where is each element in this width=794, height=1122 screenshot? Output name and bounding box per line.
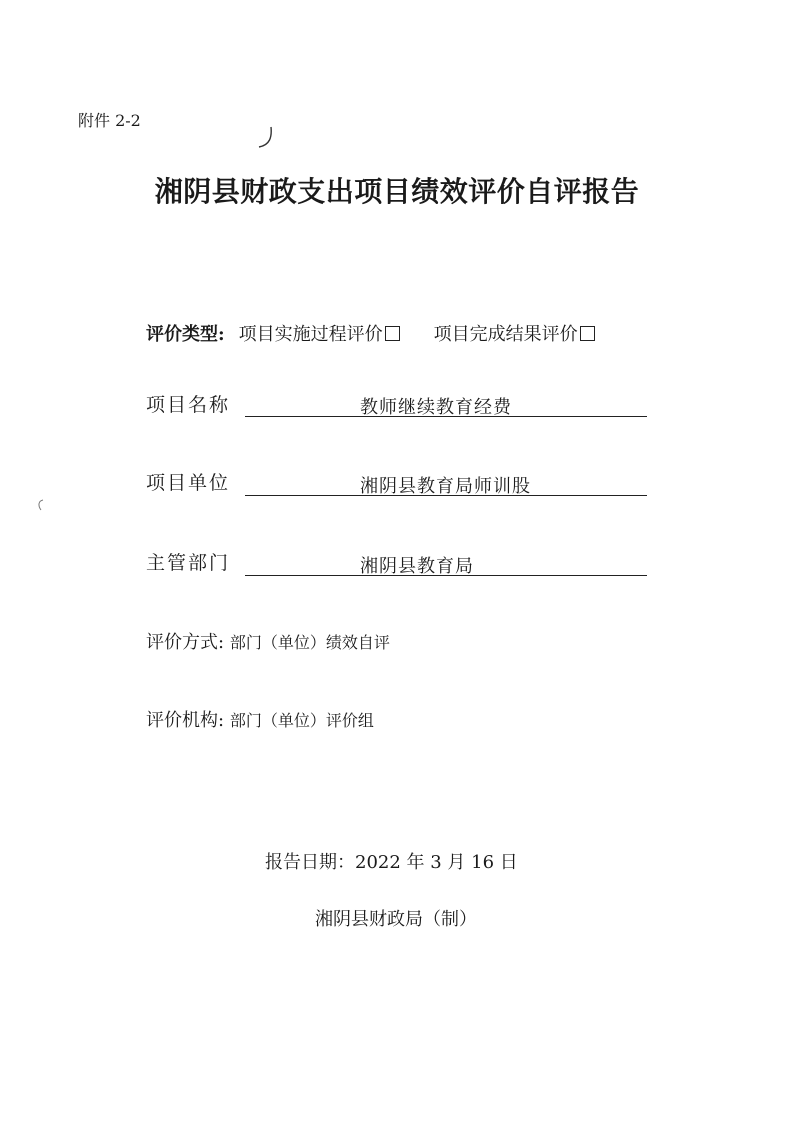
evaluation-method-row xyxy=(146,628,390,654)
evaluation-organization-row xyxy=(146,706,374,732)
issuer: 湘阴县财政局（制） xyxy=(315,909,477,930)
report-date: 报告日期：2022 年 3 月 16 日 xyxy=(265,852,518,873)
project-name-underline xyxy=(245,416,647,417)
option-process-evaluation[interactable] xyxy=(239,320,400,346)
project-name-label: 项目名称 xyxy=(146,394,231,416)
evaluation-method-value: 部门（单位）绩效自评 xyxy=(229,633,390,652)
document-title: 湘阴县财政支出项目绩效评价自评报告 xyxy=(154,175,640,208)
evaluation-type-label: 评价类型: xyxy=(146,324,225,345)
department-value: 湘阴县教育局 xyxy=(360,556,474,577)
project-unit-underline xyxy=(245,495,647,496)
department-underline xyxy=(245,575,647,576)
process-evaluation-checkbox[interactable] xyxy=(385,326,400,341)
attachment-label: 附件 2-2 xyxy=(78,111,141,130)
department-label: 主管部门 xyxy=(146,552,231,574)
project-unit-label: 项目单位 xyxy=(146,472,231,494)
evaluation-organization-label: 评价机构: xyxy=(146,710,225,731)
project-unit-value: 湘阴县教育局师训股 xyxy=(360,476,531,497)
pen-mark-icon xyxy=(255,125,277,155)
scan-mark-icon xyxy=(36,498,46,512)
result-evaluation-checkbox[interactable] xyxy=(580,326,595,341)
evaluation-method-label: 评价方式: xyxy=(146,632,225,653)
evaluation-type-row xyxy=(146,320,595,346)
option-process-label: 项目实施过程评价 xyxy=(238,324,383,345)
option-result-evaluation[interactable] xyxy=(434,320,595,346)
option-result-label: 项目完成结果评价 xyxy=(433,324,578,345)
evaluation-organization-value: 部门（单位）评价组 xyxy=(229,711,374,730)
project-name-value: 教师继续教育经费 xyxy=(360,397,512,418)
